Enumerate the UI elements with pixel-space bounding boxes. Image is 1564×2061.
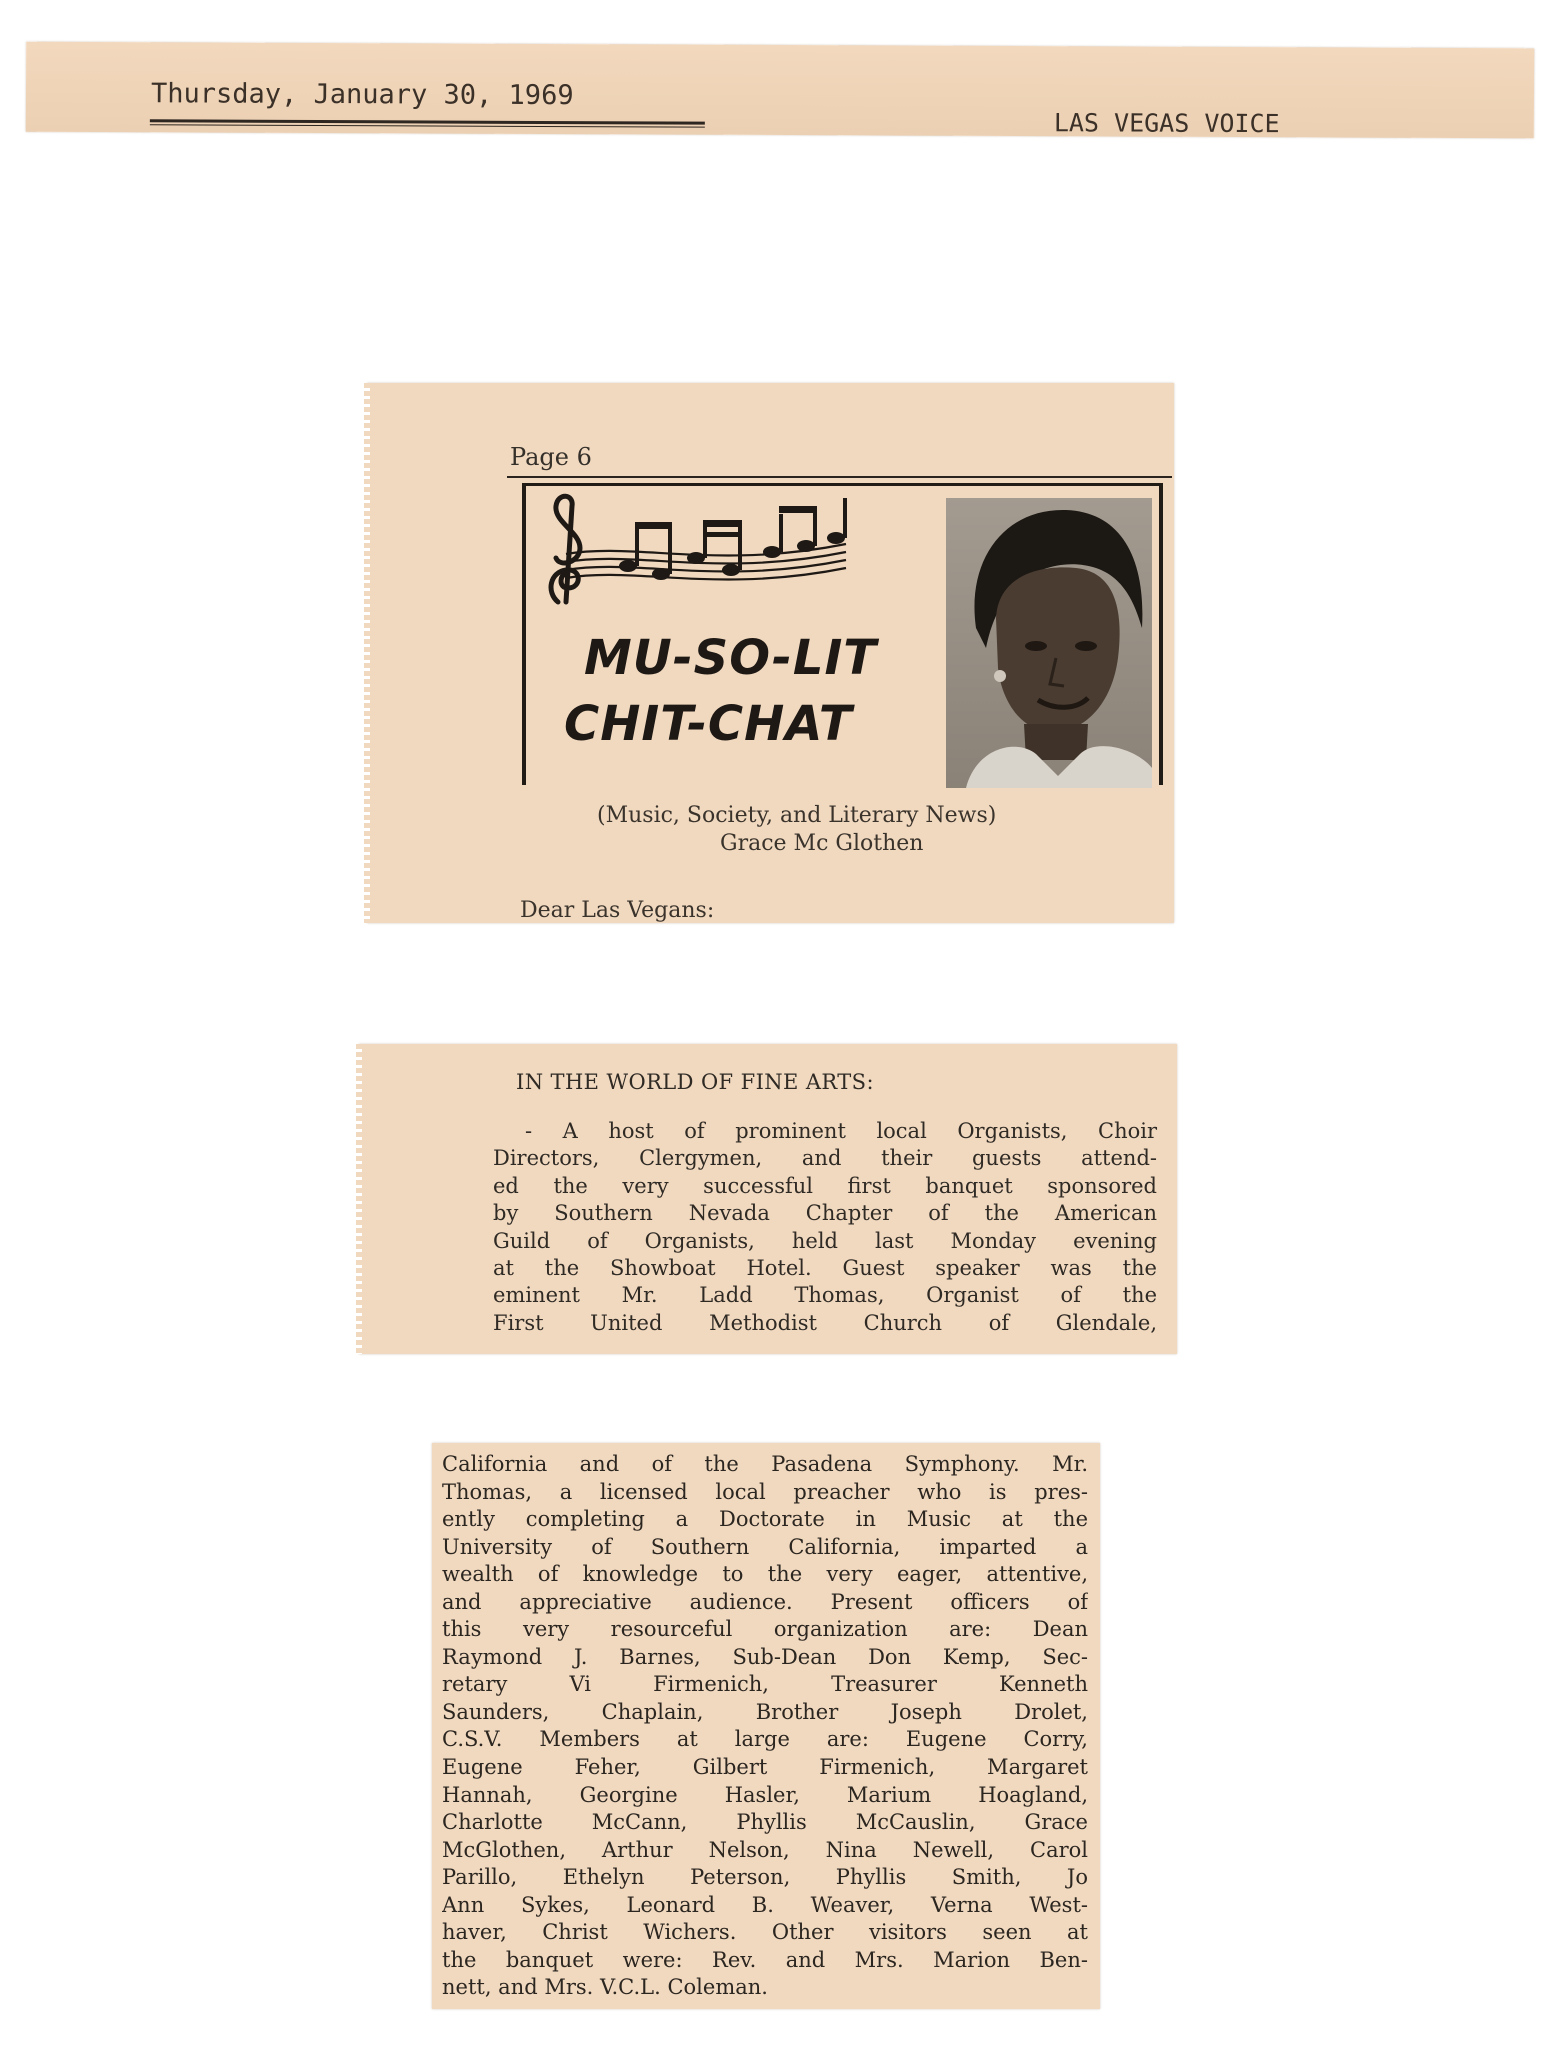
text-line: - A host of prominent local Organists, Choir: [525, 1119, 1157, 1143]
author-photo: [946, 498, 1152, 788]
text-line: ently completing a Doctorate in Music at the: [442, 1507, 1088, 1532]
text-line: this very resourceful organization are: Dean: [442, 1617, 1088, 1642]
text-line: by Southern Nevada Chapter of the American: [493, 1201, 1157, 1226]
text-line: nett, and Mrs. V.C.L. Coleman.: [442, 1975, 768, 2000]
salutation: Dear Las Vegans:: [520, 898, 715, 923]
text-line: ed the very successful first banquet sponsored: [493, 1173, 1157, 1198]
column-masthead: [522, 483, 1163, 785]
column-title: MU-SO-LIT: [584, 630, 878, 686]
page-rule: [507, 476, 1172, 478]
text-line: First United Methodist Church of Glendale,: [493, 1310, 1157, 1335]
author-byline: Grace Mc Glothen: [720, 831, 924, 856]
perforated-edge: [364, 383, 370, 923]
text-line: Eugene Feher, Gilbert Firmenich, Margaret: [442, 1755, 1088, 1780]
header-strip: [26, 42, 1534, 139]
music-notes-icon: [536, 492, 856, 617]
text-line: Raymond J. Barnes, Sub-Dean Don Kemp, Sec-: [442, 1644, 1088, 1669]
masthead-clipping: [367, 383, 1174, 923]
text-line: at the Showboat Hotel. Guest speaker was the: [493, 1256, 1157, 1281]
date-underline: [150, 119, 705, 127]
fine-arts-clipping: [359, 1044, 1177, 1354]
page-number: Page 6: [510, 443, 592, 471]
text-line: the banquet were: Rev. and Mrs. Marion Ben-: [442, 1947, 1088, 1972]
newspaper-name: LAS VEGAS VOICE: [1053, 108, 1280, 139]
section-heading: IN THE WORLD OF FINE ARTS:: [516, 1070, 874, 1094]
text-line: Directors, Clergymen, and their guests attend-: [493, 1146, 1157, 1171]
perforated-edge: [356, 1044, 362, 1354]
text-line: Charlotte McCann, Phyllis McCauslin, Grace: [442, 1810, 1088, 1835]
continuation-clipping: [432, 1443, 1100, 2009]
text-line: University of Southern California, imparted a: [442, 1534, 1088, 1559]
text-line: haver, Christ Wichers. Other visitors seen at: [442, 1920, 1088, 1945]
text-line: retary Vi Firmenich, Treasurer Kenneth: [442, 1672, 1088, 1697]
text-line: Thomas, a licensed local preacher who is pres-: [442, 1479, 1088, 1504]
article-continuation: [442, 1451, 1088, 2002]
text-line: Ann Sykes, Leonard B. Weaver, Verna West-: [442, 1892, 1088, 1917]
text-line: eminent Mr. Ladd Thomas, Organist of the: [493, 1283, 1157, 1308]
text-line: McGlothen, Arthur Nelson, Nina Newell, Carol: [442, 1837, 1088, 1862]
text-line: and appreciative audience. Present officers of: [442, 1589, 1088, 1614]
column-title: CHIT-CHAT: [564, 696, 853, 752]
issue-date: Thursday, January 30, 1969: [150, 78, 574, 112]
text-line: Saunders, Chaplain, Brother Joseph Drolet,: [442, 1699, 1088, 1724]
text-line: Parillo, Ethelyn Peterson, Phyllis Smith, Jo: [442, 1865, 1088, 1890]
text-line: California and of the Pasadena Symphony. Mr.: [442, 1452, 1088, 1476]
column-subtitle: (Music, Society, and Literary News): [597, 803, 997, 828]
text-line: Guild of Organists, held last Monday evening: [493, 1228, 1157, 1253]
text-line: Hannah, Georgine Hasler, Marium Hoagland,: [442, 1782, 1088, 1807]
text-line: C.S.V. Members at large are: Eugene Corry,: [442, 1727, 1088, 1752]
article-body: [493, 1118, 1157, 1337]
text-line: wealth of knowledge to the very eager, attentive,: [442, 1562, 1088, 1587]
